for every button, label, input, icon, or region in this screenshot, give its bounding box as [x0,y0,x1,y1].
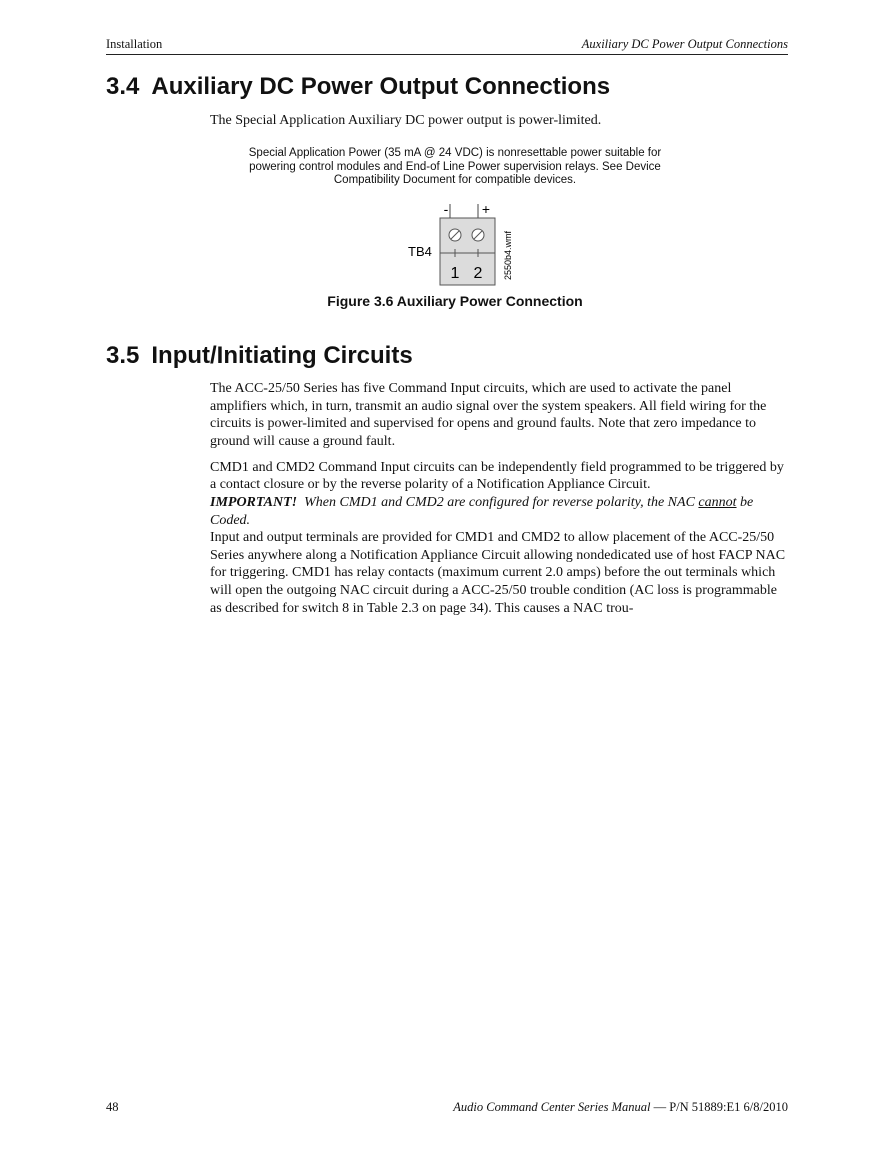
paragraph: The ACC-25/50 Series has five Command Input circuits, which are used to activate the panel amplifiers which, in turn, transmit an audio signal over the system speakers. All field wiring for the circuits is power-limited and supervised for opens and ground faults. Note that zero impedance to ground will cause a ground fault. [210,381,767,449]
terminal-1-label: 1 [450,265,460,282]
figure-caption: Figure 3.6 Auxiliary Power Connection [327,293,583,309]
plus-label: + [481,201,491,217]
figure-note-line: Special Application Power (35 mA @ 24 VDC) is nonresettable power suitable for [248,147,662,159]
important-emphasis: cannot [698,495,737,511]
header-section: Auxiliary DC Power Output Connections [581,37,788,51]
manual-title: Audio Command Center Series Manual [453,1100,651,1114]
paragraph: Input and output terminals are provided for CMD1 and CMD2 to allow placement of the ACC-25/50 Series anywhere along a Notification Appliance Circuit allowing nondedicated use of host FACP NAC for triggering. CMD1 has relay contacts (maximum current 2.0 amps) before the out terminals which will open the outgoing NAC circuit during a ACC-25/50 trouble condition (AC loss is programmable as described for switch 8 in Table 2.3 on page 34). This causes a NAC trou- [210,530,786,616]
section-3-4-heading [106,73,610,101]
important-note [210,494,790,529]
terminal-block-diagram [400,198,520,290]
section-number: 3.5 [106,342,140,369]
section-title: Auxiliary DC Power Output Connections [151,73,611,100]
minus-label: - [443,201,449,217]
important-text: When CMD1 and CMD2 are configured for reverse polarity, the NAC [297,495,699,511]
terminal-block [440,218,495,285]
section-number: 3.4 [106,73,140,100]
figure-file-label: 2550b4.wmf [503,230,513,280]
paragraph: CMD1 and CMD2 Command Input circuits can be independently field programmed to be triggered by a contact closure or by the reverse polarity of a Notification Appliance Circuit. [210,459,784,493]
important-text: be Coded. [210,495,757,528]
important-label: IMPORTANT! [210,495,298,511]
footer-manual [453,1100,788,1115]
terminal-2-label: 2 [473,265,483,282]
section-3-5-body [210,380,790,617]
paragraph: The Special Application Auxiliary DC power output is power-limited. [210,113,602,128]
screw-icon [449,229,461,241]
section-title: Input/Initiating Circuits [151,342,413,369]
part-number: — P/N 51889:E1 6/8/2010 [650,1100,788,1114]
section-3-4-body [210,112,790,130]
figure-note-line: Compatibility Document for compatible devices. [333,174,577,187]
header-chapter: Installation [106,37,163,51]
page-number: 48 [106,1100,119,1114]
terminal-block-label: TB4 [408,244,432,259]
figure-note [230,147,680,188]
figure-note-line: powering control modules and End-of Line Power supervision relays. See Device [249,160,661,173]
section-3-5-heading [106,342,413,370]
screw-icon [472,229,484,241]
running-header [106,36,788,55]
